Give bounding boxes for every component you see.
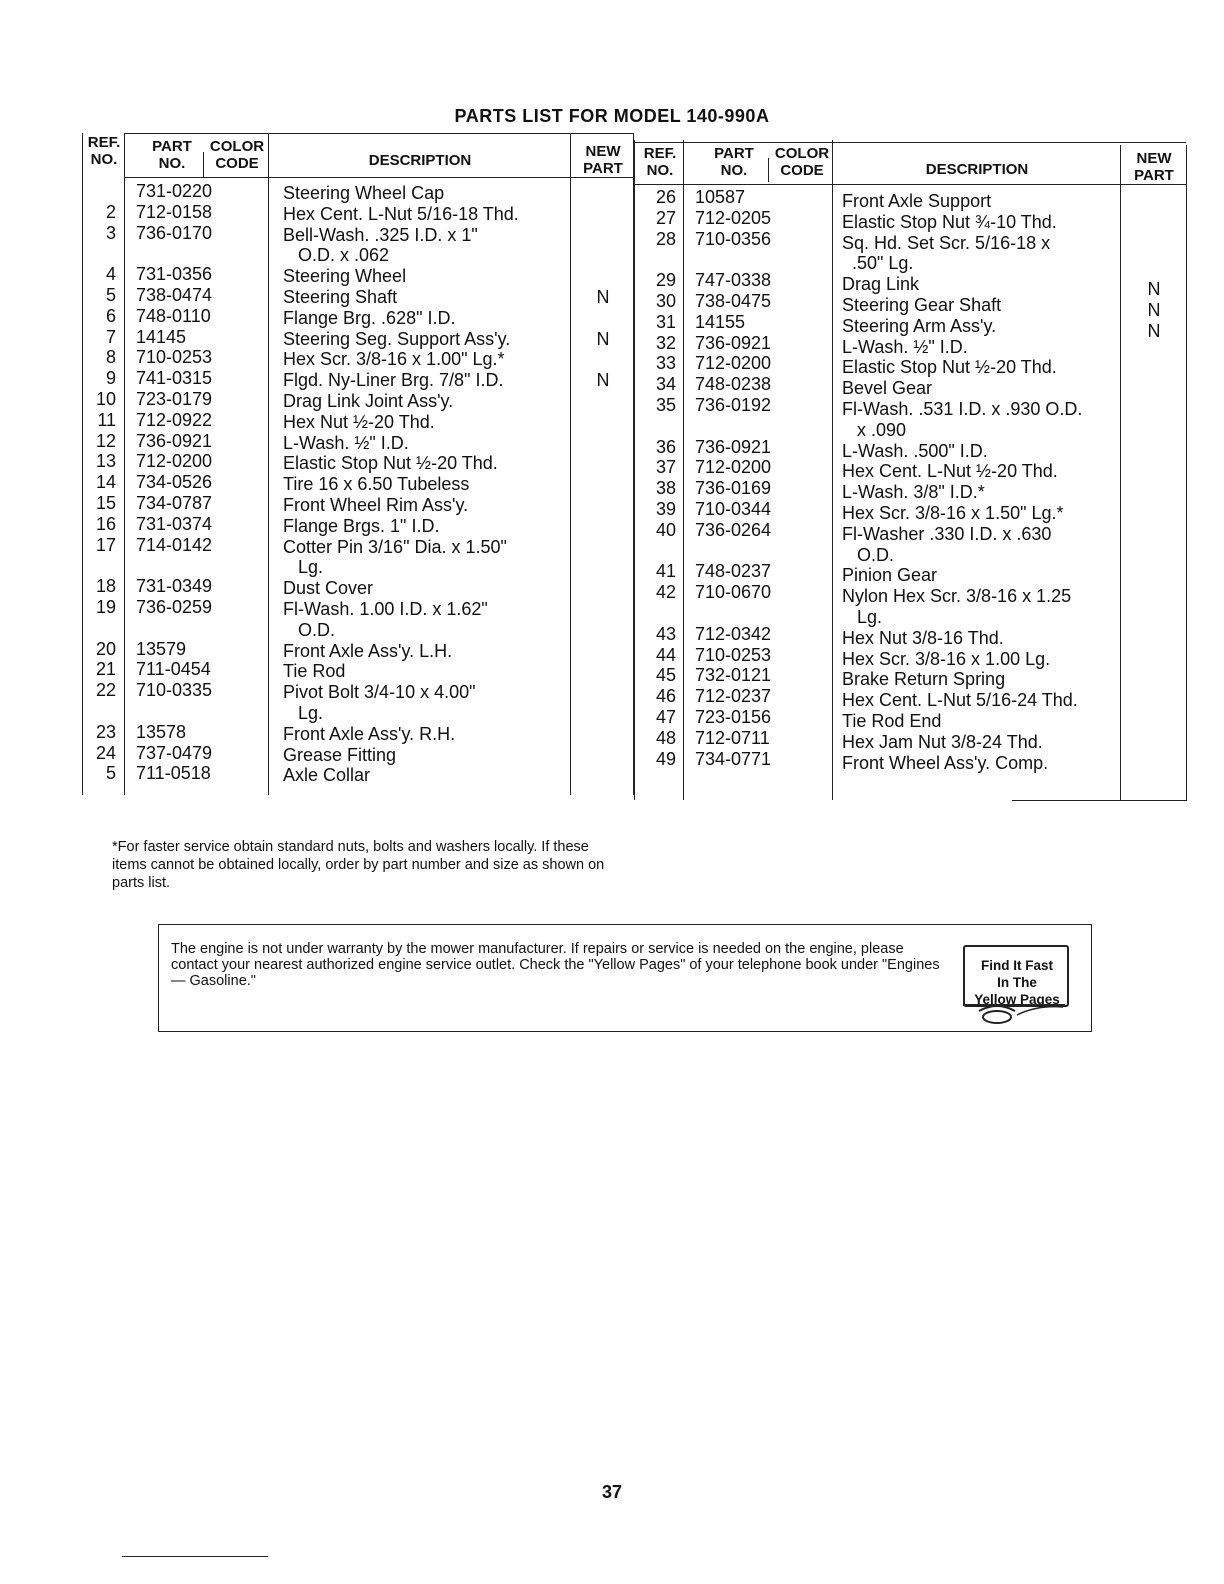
- header-ref-line2: NO.: [90, 151, 118, 168]
- part-no-cell: 723-0156: [695, 706, 772, 727]
- new-part-cell: N: [596, 370, 610, 391]
- description-cell: Flange Brgs. 1" I.D.: [283, 515, 440, 536]
- new-part-cell: [1122, 737, 1186, 758]
- description-cell: Fl-Wash. 1.00 I.D. x 1.62": [283, 598, 488, 619]
- ref-no-cell: 30: [655, 290, 676, 311]
- ref-no-cell: [636, 603, 676, 624]
- new-part-cell: [1122, 362, 1186, 383]
- ref-no-cell: 42: [655, 582, 676, 603]
- description-cell: Fl-Wash. .531 I.D. x .930 O.D.: [842, 398, 1083, 419]
- description-cell: Front Axle Ass'y. R.H.: [283, 723, 456, 744]
- new-part-cell: [572, 516, 634, 537]
- part-no-cell: 736-0264: [695, 519, 772, 540]
- part-no-cell: 731-0356: [136, 264, 213, 285]
- description-cell: L-Wash. 3/8" I.D.*: [842, 482, 985, 503]
- description-cell: O.D.: [842, 544, 895, 565]
- col-divider: [1120, 145, 1121, 801]
- new-part-cell: [1122, 383, 1186, 404]
- ref-no-cell: 10: [95, 388, 116, 409]
- ref-no-cell: 27: [655, 207, 676, 228]
- ref-no-cell: 37: [655, 457, 676, 478]
- part-no-cell: 734-0771: [695, 748, 772, 769]
- description-cell: Bevel Gear: [842, 378, 933, 399]
- part-no-cell: 731-0220: [136, 181, 213, 201]
- new-part-cell: [572, 266, 634, 287]
- header-part-line2: NO.: [720, 162, 748, 179]
- new-part-cell: [1122, 674, 1186, 695]
- yellow-pages-logo: [957, 939, 1071, 1025]
- ref-no-cell: 11: [97, 409, 116, 430]
- description-cell: Tie Rod: [283, 661, 346, 682]
- new-part-cell: [572, 765, 634, 786]
- page-title: PARTS LIST FOR MODEL 140-990A: [454, 106, 770, 126]
- description-cell: Nylon Hex Scr. 3/8-16 x 1.25: [842, 586, 1072, 607]
- description-cell: Steering Wheel: [283, 266, 407, 287]
- description-cell: Lg.: [283, 557, 324, 578]
- ref-no-cell: 35: [655, 394, 676, 415]
- left-ref-column: [84, 181, 116, 784]
- part-no-cell: [136, 701, 266, 722]
- ref-no-cell: [84, 701, 116, 722]
- ref-no-cell: 8: [105, 347, 116, 368]
- part-no-cell: 723-0179: [136, 388, 213, 409]
- logo-line1: Find It Fast: [981, 958, 1053, 973]
- right-header-bottom-rule: [634, 184, 1186, 185]
- ref-no-cell: 33: [655, 353, 676, 374]
- ref-no-cell: 4: [105, 264, 116, 285]
- ref-no-cell: 22: [95, 680, 116, 701]
- description-cell: Hex Scr. 3/8-16 x 1.50" Lg.*: [842, 502, 1064, 523]
- header-color-line1: COLOR: [774, 145, 830, 162]
- description-cell: O.D. x .062: [283, 245, 390, 266]
- description-cell: L-Wash. ½" I.D.: [283, 432, 409, 453]
- ref-no-cell: 14: [95, 472, 116, 493]
- header-description: DESCRIPTION: [368, 152, 472, 169]
- new-part-cell: [1122, 633, 1186, 654]
- col-divider: [832, 140, 833, 800]
- ref-no-cell: 43: [655, 623, 676, 644]
- ref-no-cell: 15: [95, 492, 116, 513]
- new-part-cell: [1122, 653, 1186, 674]
- right-part-column: [695, 187, 831, 769]
- description-cell: Flange Brg. .628" I.D.: [283, 307, 456, 328]
- ref-no-cell: 29: [655, 270, 676, 291]
- ref-no-cell: 17: [95, 534, 116, 555]
- description-cell: Tie Rod End: [842, 710, 942, 731]
- footnote: *For faster service obtain standard nuts, bolts and washers locally. If these items cannot be obtained locally, order by part number and size as shown on parts list.: [112, 839, 605, 891]
- header-description-right: DESCRIPTION: [925, 161, 1029, 178]
- ref-no-cell: 2: [105, 201, 116, 222]
- part-no-cell: 712-0200: [695, 353, 772, 374]
- new-part-cell: N: [1147, 279, 1161, 299]
- header-ref-no: [84, 134, 124, 168]
- ref-no-cell: [636, 249, 676, 270]
- part-no-cell: 748-0110: [136, 305, 211, 326]
- description-cell: Steering Wheel Cap: [283, 183, 445, 203]
- part-no-cell: 736-0192: [695, 394, 772, 415]
- part-no-cell: 712-0711: [695, 727, 770, 748]
- header-ref-no-right: [636, 145, 684, 179]
- description-cell: Steering Gear Shaft: [842, 294, 1002, 315]
- part-no-cell: 712-0200: [695, 457, 772, 478]
- description-cell: Brake Return Spring: [842, 669, 1006, 690]
- new-part-cell: [572, 495, 634, 516]
- header-ref-line1: REF.: [643, 145, 677, 162]
- ref-no-cell: 12: [95, 430, 116, 451]
- ref-no-cell: 5: [105, 284, 116, 305]
- ref-no-cell: 44: [655, 644, 676, 665]
- description-cell: Hex Cent. L-Nut 5/16-24 Thd.: [842, 690, 1078, 711]
- description-cell: Hex Scr. 3/8-16 x 1.00 Lg.: [842, 648, 1051, 669]
- new-part-cell: [1122, 570, 1186, 591]
- part-no-cell: [695, 541, 831, 562]
- description-cell: Flgd. Ny-Liner Brg. 7/8" I.D.: [283, 370, 504, 391]
- description-cell: Front Axle Support: [842, 191, 992, 211]
- logo-line2: In The: [997, 975, 1037, 990]
- engine-warranty-notice: [158, 924, 1092, 1032]
- ref-no-cell: 31: [655, 311, 676, 332]
- right-new-column: [1122, 279, 1186, 778]
- right-ref-column: [636, 187, 676, 769]
- header-part-line1: PART: [714, 145, 754, 162]
- header-part-line1: PART: [152, 138, 192, 155]
- part-no-cell: 13578: [136, 721, 187, 742]
- new-part-cell: [1122, 695, 1186, 716]
- ref-no-cell: 46: [655, 686, 676, 707]
- part-no-cell: 731-0349: [136, 576, 213, 597]
- new-part-cell: [572, 308, 634, 329]
- part-no-cell: 748-0237: [695, 561, 772, 582]
- new-part-cell: [572, 433, 634, 454]
- ref-no-cell: 48: [655, 727, 676, 748]
- description-cell: Hex Nut ½-20 Thd.: [283, 411, 435, 432]
- description-cell: Pivot Bolt 3/4-10 x 4.00": [283, 682, 476, 703]
- description-cell: .50" Lg.: [842, 253, 914, 274]
- description-cell: Sq. Hd. Set Scr. 5/16-18 x: [842, 232, 1051, 253]
- part-no-cell: 14155: [695, 311, 746, 332]
- new-part-cell: [572, 599, 634, 620]
- new-part-cell: [572, 703, 634, 724]
- part-no-cell: 734-0526: [136, 472, 213, 493]
- new-part-cell: [572, 724, 634, 745]
- header-part-line2: NO.: [158, 155, 186, 172]
- header-ref-line1: REF.: [87, 134, 121, 151]
- new-part-cell: [1122, 425, 1186, 446]
- new-part-cell: [572, 391, 634, 412]
- description-cell: Bell-Wash. .325 I.D. x 1": [283, 224, 478, 245]
- new-part-cell: [572, 349, 634, 370]
- part-no-cell: 10587: [695, 187, 746, 207]
- ref-no-cell: 5: [105, 763, 116, 784]
- new-part-cell: [572, 578, 634, 599]
- col-divider: [683, 140, 684, 800]
- description-cell: Steering Seg. Support Ass'y.: [283, 328, 511, 349]
- ref-no-cell: 20: [95, 638, 116, 659]
- new-part-cell: [1122, 716, 1186, 737]
- description-cell: Pinion Gear: [842, 565, 938, 586]
- part-no-cell: 13579: [136, 638, 187, 659]
- description-cell: Steering Arm Ass'y.: [842, 315, 997, 336]
- part-no-cell: 748-0238: [695, 374, 772, 395]
- description-cell: Front Wheel Rim Ass'y.: [283, 494, 469, 515]
- part-no-cell: 14145: [136, 326, 187, 347]
- new-part-cell: [572, 204, 634, 225]
- ref-no-cell: [636, 416, 676, 437]
- right-desc-column: [842, 191, 1120, 773]
- new-part-cell: [572, 557, 634, 578]
- page-number: 37: [601, 1482, 623, 1502]
- part-no-cell: 734-0787: [136, 492, 213, 513]
- left-desc-column: [283, 183, 571, 786]
- new-part-cell: [572, 682, 634, 703]
- part-no-cell: [695, 416, 831, 437]
- ref-no-cell: 18: [95, 576, 116, 597]
- left-header-top-rule: [124, 133, 634, 134]
- part-no-cell: 714-0142: [136, 534, 213, 555]
- header-new-line2: PART: [583, 160, 623, 177]
- part-no-cell: 711-0454: [136, 659, 211, 680]
- description-cell: Elastic Stop Nut ¾-10 Thd.: [842, 211, 1057, 232]
- description-cell: O.D.: [283, 619, 336, 640]
- description-cell: Tire 16 x 6.50 Tubeless: [283, 474, 470, 495]
- description-cell: Steering Shaft: [283, 286, 398, 307]
- ref-no-cell: [84, 618, 116, 639]
- ref-no-cell: 45: [655, 665, 676, 686]
- col-divider: [634, 140, 635, 800]
- ref-no-cell: [84, 181, 116, 202]
- part-no-cell: 736-0921: [695, 332, 772, 353]
- ref-no-cell: 32: [655, 332, 676, 353]
- header-color-line2: CODE: [780, 162, 824, 179]
- bottom-rule: [122, 1556, 268, 1557]
- part-no-cell: 711-0518: [136, 763, 211, 784]
- new-part-cell: [1122, 487, 1186, 508]
- new-part-cell: [1122, 612, 1186, 633]
- ref-no-cell: 24: [95, 742, 116, 763]
- part-no-cell: 710-0670: [695, 582, 772, 603]
- description-cell: Lg.: [842, 606, 883, 627]
- header-new-part: [572, 143, 634, 177]
- ref-no-cell: 3: [105, 222, 116, 243]
- new-part-cell: [572, 745, 634, 766]
- header-ref-line2: NO.: [646, 162, 674, 179]
- part-no-cell: 732-0121: [695, 665, 772, 686]
- new-part-cell: [1122, 591, 1186, 612]
- header-new-line1: NEW: [1136, 150, 1172, 167]
- new-part-cell: [572, 537, 634, 558]
- part-no-cell: 710-0253: [136, 347, 213, 368]
- ref-no-cell: 34: [655, 374, 676, 395]
- right-table-bottom-rule: [1012, 800, 1186, 801]
- ref-no-cell: 7: [105, 326, 116, 347]
- new-part-cell: [572, 245, 634, 266]
- part-no-cell: 736-0921: [136, 430, 213, 451]
- new-part-cell: [1122, 529, 1186, 550]
- part-no-cell: 710-0356: [695, 228, 772, 249]
- ref-no-cell: 16: [95, 513, 116, 534]
- description-cell: Hex Cent. L-Nut 5/16-18 Thd.: [283, 203, 519, 224]
- description-cell: Front Wheel Ass'y. Comp.: [842, 752, 1049, 773]
- part-no-cell: 736-0169: [695, 478, 772, 499]
- header-color-code: [205, 138, 269, 172]
- part-no-cell: [136, 243, 266, 264]
- part-no-cell: [136, 618, 266, 639]
- header-part-no: [140, 138, 204, 172]
- description-cell: Drag Link: [842, 274, 920, 295]
- part-no-cell: 710-0335: [136, 680, 213, 701]
- logo-line3: Yellow Pages: [974, 992, 1060, 1007]
- new-part-cell: [572, 661, 634, 682]
- col-divider: [1186, 145, 1187, 801]
- col-divider: [268, 133, 269, 795]
- ref-no-cell: [84, 555, 116, 576]
- telephone-icon: [957, 939, 1071, 1025]
- new-part-cell: [572, 641, 634, 662]
- part-no-cell: 712-0237: [695, 686, 772, 707]
- ref-no-cell: 26: [655, 187, 676, 207]
- header-color-code-right: [770, 145, 834, 179]
- new-part-cell: [572, 412, 634, 433]
- ref-no-cell: 21: [95, 659, 116, 680]
- part-no-cell: 712-0922: [136, 409, 213, 430]
- new-part-cell: [1122, 341, 1186, 362]
- part-no-cell: 737-0479: [136, 742, 213, 763]
- ref-no-cell: 39: [655, 498, 676, 519]
- part-no-cell: 736-0259: [136, 596, 213, 617]
- part-no-cell: 710-0344: [695, 498, 772, 519]
- new-part-cell: [572, 474, 634, 495]
- description-cell: Dust Cover: [283, 578, 374, 599]
- part-no-cell: 736-0170: [136, 222, 213, 243]
- ref-no-cell: 19: [95, 596, 116, 617]
- header-color-line2: CODE: [215, 155, 259, 172]
- ref-no-cell: 23: [95, 721, 116, 742]
- part-no-cell: [695, 603, 831, 624]
- description-cell: Fl-Washer .330 I.D. x .630: [842, 523, 1052, 544]
- ref-no-cell: 9: [105, 368, 116, 389]
- header-color-line1: COLOR: [209, 138, 265, 155]
- header-new-part-right: [1122, 150, 1186, 184]
- new-part-cell: [572, 183, 634, 204]
- new-part-cell: [572, 453, 634, 474]
- new-part-cell: [572, 620, 634, 641]
- description-cell: Elastic Stop Nut ½-20 Thd.: [842, 357, 1057, 378]
- description-cell: Axle Collar: [283, 765, 371, 786]
- part-no-cell: [695, 249, 831, 270]
- ref-no-cell: 38: [655, 478, 676, 499]
- ref-no-cell: 13: [95, 451, 116, 472]
- part-no-cell: 738-0475: [695, 290, 772, 311]
- part-no-cell: 712-0205: [695, 207, 772, 228]
- part-no-cell: 736-0921: [695, 436, 772, 457]
- description-cell: Hex Cent. L-Nut ½-20 Thd.: [842, 461, 1058, 482]
- description-cell: L-Wash. .500" I.D.: [842, 440, 988, 461]
- description-cell: Cotter Pin 3/16" Dia. x 1.50": [283, 536, 507, 557]
- right-header-top-rule: [634, 142, 1186, 143]
- description-cell: Hex Jam Nut 3/8-24 Thd.: [842, 731, 1043, 752]
- ref-no-cell: 6: [105, 305, 116, 326]
- ref-no-cell: 49: [655, 748, 676, 769]
- description-cell: Elastic Stop Nut ½-20 Thd.: [283, 453, 498, 474]
- engine-warranty-text: The engine is not under warranty by the mower manufacturer. If repairs or service is needed on the engine, please contact your nearest authorized engine service outlet. Check the "Yellow Pages" of your telephone book under "Engines — Gasoline.": [171, 941, 940, 989]
- description-cell: Hex Scr. 3/8-16 x 1.00" Lg.*: [283, 349, 505, 370]
- header-part-no-right: [700, 145, 768, 179]
- part-no-cell: 741-0315: [136, 368, 213, 389]
- new-part-cell: [1122, 445, 1186, 466]
- col-divider: [768, 158, 769, 182]
- new-part-cell: [1122, 404, 1186, 425]
- description-cell: x .090: [842, 419, 907, 440]
- col-divider: [124, 133, 125, 795]
- description-cell: Front Axle Ass'y. L.H.: [283, 640, 453, 661]
- ref-no-cell: 36: [655, 436, 676, 457]
- ref-no-cell: [84, 243, 116, 264]
- ref-no-cell: 41: [655, 561, 676, 582]
- description-cell: Lg.: [283, 702, 324, 723]
- description-cell: L-Wash. ½" I.D.: [842, 336, 968, 357]
- part-no-cell: 747-0338: [695, 270, 772, 291]
- part-no-cell: 712-0342: [695, 623, 772, 644]
- ref-no-cell: 28: [655, 228, 676, 249]
- header-new-line2: PART: [1134, 167, 1174, 184]
- part-no-cell: [136, 555, 266, 576]
- new-part-cell: N: [1147, 299, 1161, 320]
- new-part-cell: [572, 225, 634, 246]
- ref-no-cell: 40: [655, 519, 676, 540]
- new-part-cell: [1122, 549, 1186, 570]
- left-new-column: [572, 183, 634, 786]
- part-no-cell: 731-0374: [136, 513, 213, 534]
- new-part-cell: [1122, 466, 1186, 487]
- ref-no-cell: [636, 541, 676, 562]
- new-part-cell: N: [1147, 320, 1161, 341]
- part-no-cell: 712-0200: [136, 451, 213, 472]
- description-cell: Grease Fitting: [283, 744, 397, 765]
- new-part-cell: [1122, 757, 1186, 778]
- new-part-cell: [1122, 508, 1186, 529]
- description-cell: Drag Link Joint Ass'y.: [283, 390, 454, 411]
- left-header-bottom-rule: [124, 177, 634, 178]
- header-new-line1: NEW: [585, 143, 621, 160]
- description-cell: Hex Nut 3/8-16 Thd.: [842, 627, 1004, 648]
- left-part-column: [136, 181, 266, 784]
- ref-no-cell: 47: [655, 706, 676, 727]
- part-no-cell: 738-0474: [136, 284, 213, 305]
- part-no-cell: 712-0158: [136, 201, 213, 222]
- new-part-cell: N: [596, 328, 610, 349]
- part-no-cell: 710-0253: [695, 644, 772, 665]
- new-part-cell: N: [596, 286, 610, 307]
